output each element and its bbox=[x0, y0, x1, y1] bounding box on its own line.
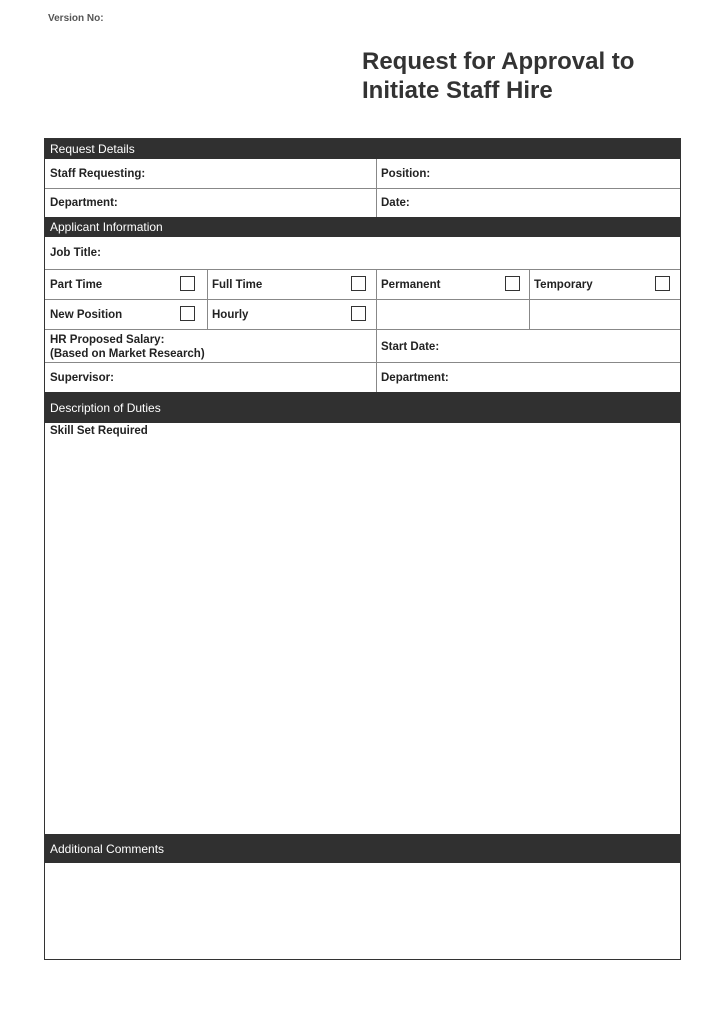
new-position-checkbox[interactable] bbox=[180, 306, 195, 321]
temporary-label: Temporary bbox=[534, 278, 593, 291]
skill-set-area[interactable] bbox=[45, 441, 680, 834]
column-divider bbox=[376, 270, 377, 392]
supervisor-field[interactable]: Supervisor: bbox=[50, 371, 114, 384]
department-field[interactable]: Department: bbox=[50, 197, 118, 209]
full-time-label: Full Time bbox=[212, 278, 263, 291]
hr-salary-note: (Based on Market Research) bbox=[50, 348, 205, 360]
hourly-label: Hourly bbox=[212, 308, 249, 321]
permanent-checkbox[interactable] bbox=[505, 276, 520, 291]
section-request-details: Request Details bbox=[45, 139, 680, 159]
new-position-label: New Position bbox=[50, 308, 123, 321]
hr-salary-field[interactable] bbox=[45, 330, 376, 363]
permanent-label: Permanent bbox=[381, 278, 441, 291]
column-divider bbox=[529, 270, 530, 329]
additional-comments-area[interactable] bbox=[45, 863, 680, 959]
full-time-checkbox[interactable] bbox=[351, 276, 366, 291]
job-title-field[interactable]: Job Title: bbox=[50, 247, 101, 259]
column-divider bbox=[376, 159, 377, 217]
part-time-checkbox[interactable] bbox=[180, 276, 195, 291]
department-field-2[interactable]: Department: bbox=[381, 371, 449, 384]
title-line-1: Request for Approval to bbox=[362, 48, 635, 75]
column-divider bbox=[207, 270, 208, 329]
section-applicant-information: Applicant Information bbox=[45, 217, 680, 237]
section-description-of-duties: Description of Duties bbox=[45, 392, 680, 423]
section-additional-comments: Additional Comments bbox=[45, 834, 680, 863]
page-title bbox=[362, 47, 692, 105]
hr-salary-label: HR Proposed Salary: bbox=[50, 334, 165, 346]
version-label: Version No: bbox=[48, 13, 104, 24]
skill-set-label: Skill Set Required bbox=[50, 425, 148, 437]
title-line-2: Initiate Staff Hire bbox=[362, 77, 553, 104]
date-field[interactable]: Date: bbox=[381, 197, 410, 209]
temporary-checkbox[interactable] bbox=[655, 276, 670, 291]
start-date-field[interactable]: Start Date: bbox=[381, 340, 440, 353]
staff-hire-form bbox=[44, 138, 681, 960]
part-time-label: Part Time bbox=[50, 278, 103, 291]
position-field[interactable]: Position: bbox=[381, 168, 431, 180]
staff-requesting-field[interactable]: Staff Requesting: bbox=[50, 168, 146, 180]
hourly-checkbox[interactable] bbox=[351, 306, 366, 321]
